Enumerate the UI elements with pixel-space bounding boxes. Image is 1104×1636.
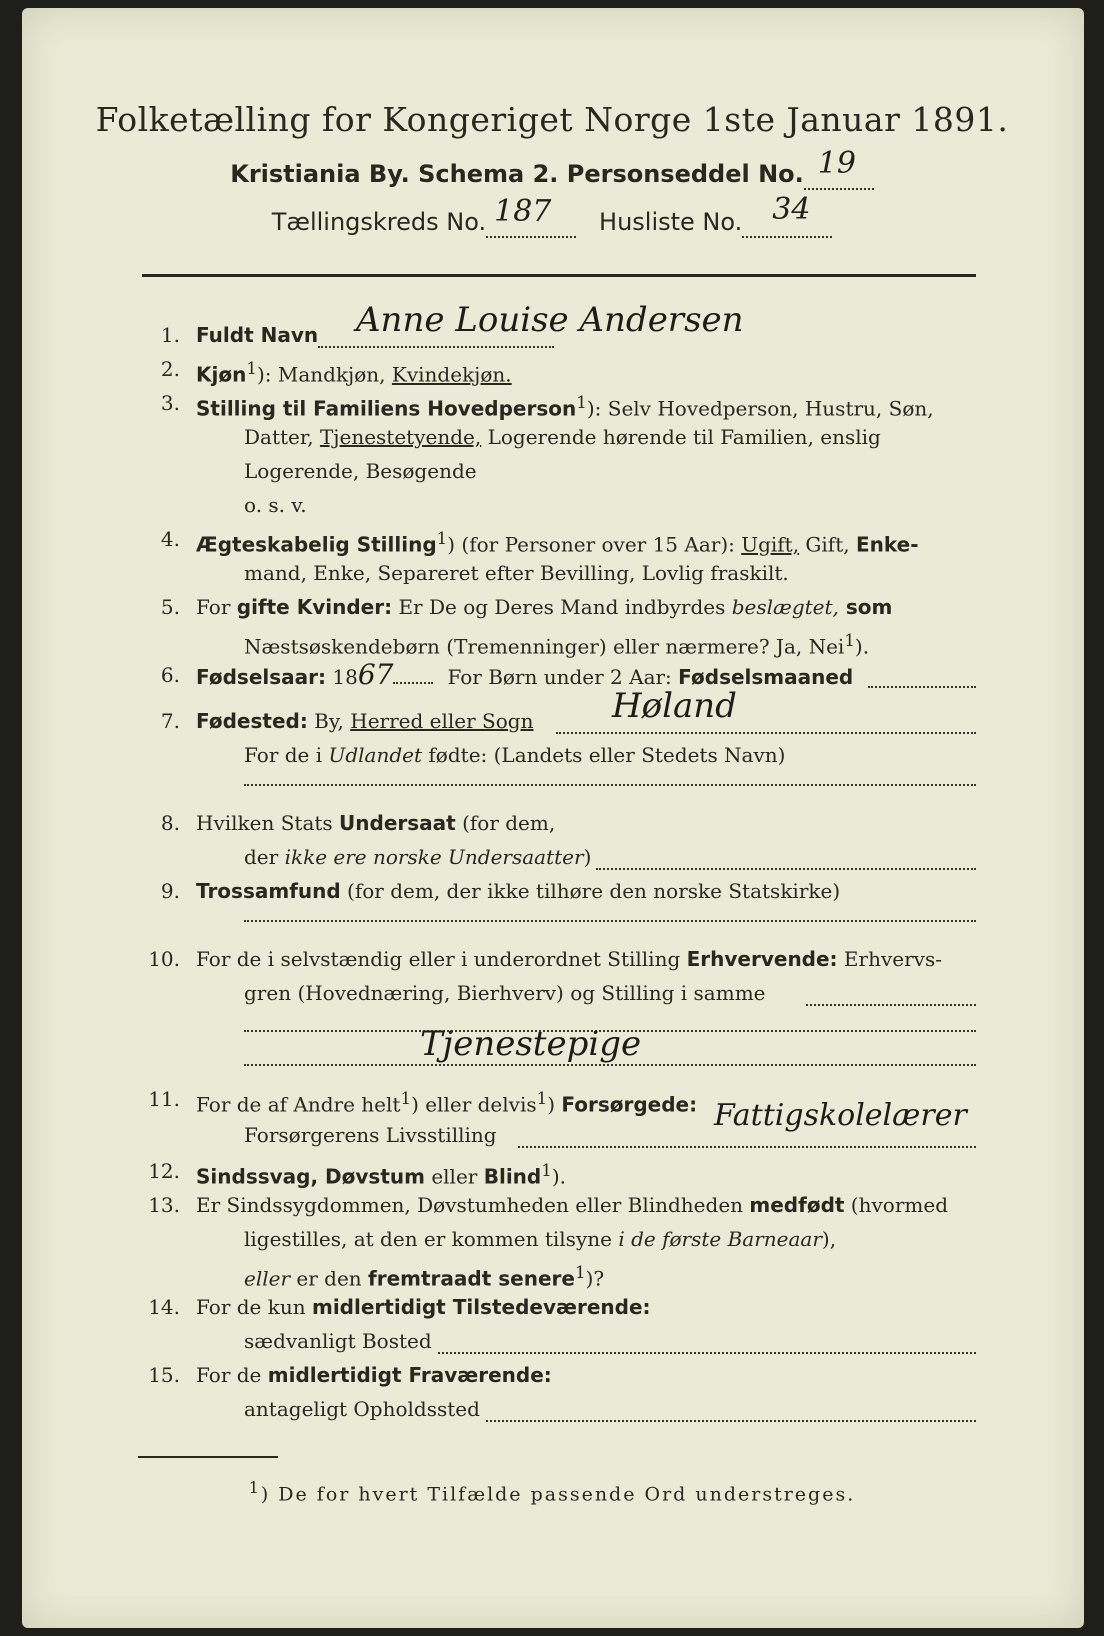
field-label: Kjøn bbox=[196, 362, 247, 387]
question-text: der bbox=[244, 845, 285, 869]
question-text: som bbox=[838, 595, 893, 619]
field-label: midlertidigt Fraværende: bbox=[267, 1363, 552, 1387]
dotted-line bbox=[244, 784, 976, 786]
field-options: Gift, bbox=[799, 532, 856, 557]
field-label: ). bbox=[551, 1164, 567, 1189]
field-number: 13. bbox=[148, 1193, 180, 1217]
field-label: Erhvervende: bbox=[686, 947, 838, 971]
question-text: sædvanligt Bosted bbox=[244, 1329, 432, 1353]
header-divider bbox=[142, 274, 976, 277]
question-text: i de første Barneaar bbox=[618, 1227, 822, 1251]
handwritten-provider-occupation: Fattigskolelærer bbox=[714, 1098, 967, 1133]
question-text: For de kun bbox=[196, 1295, 312, 1319]
taellingskreds-number: 187 bbox=[494, 194, 552, 229]
option-text: Datter, bbox=[244, 425, 320, 449]
schema-label: Kristiania By. Schema 2. Personseddel No. bbox=[230, 160, 804, 188]
husliste-number: 34 bbox=[772, 192, 811, 227]
footnote-marker: 1 bbox=[248, 1478, 261, 1497]
dotted-line bbox=[868, 686, 976, 688]
question-text: eller bbox=[244, 1266, 291, 1291]
field-number: 12. bbox=[148, 1159, 180, 1183]
field-number: 2. bbox=[160, 357, 180, 381]
footnote-ref: 1 bbox=[536, 1089, 548, 1108]
option-text: Logerende hørende til Familien, enslig bbox=[481, 425, 881, 449]
question-text: antageligt Opholdssted bbox=[244, 1397, 480, 1421]
field-number: 10. bbox=[148, 947, 180, 971]
dotted-line bbox=[486, 1420, 976, 1422]
field-label: Undersaat bbox=[339, 811, 456, 835]
question-text: Forsørgerens Livsstilling bbox=[244, 1123, 497, 1147]
handwritten-birthplace: Høland bbox=[612, 686, 737, 726]
selected-option: Herred eller Sogn bbox=[350, 709, 534, 733]
question-text: ). bbox=[854, 634, 870, 659]
question-text: ) bbox=[583, 845, 592, 869]
footnote-ref: 1 bbox=[574, 1263, 586, 1282]
question-text: Er Sindssygdommen, Døvstumheden eller Blindheden bbox=[196, 1193, 750, 1217]
option-text: mand, Enke, Separeret efter Bevilling, Lovlig fraskilt. bbox=[244, 561, 789, 585]
form-subtitle-kreds bbox=[0, 192, 1104, 238]
question-text: Udlandet bbox=[328, 743, 423, 767]
footnote-ref: 1 bbox=[246, 359, 257, 378]
dotted-line bbox=[318, 346, 554, 348]
field-number: 1. bbox=[160, 323, 180, 347]
dotted-line bbox=[556, 732, 976, 734]
question-text: For de i bbox=[244, 743, 329, 767]
field-number: 3. bbox=[160, 391, 180, 415]
husliste-label: Husliste No. bbox=[599, 208, 743, 236]
form-subtitle-schema bbox=[0, 146, 1104, 190]
dotted-line bbox=[244, 1064, 976, 1066]
dotted-line bbox=[806, 1004, 976, 1006]
field-label: gifte Kvinder: bbox=[236, 595, 393, 619]
footnote-ref: 1 bbox=[541, 1161, 552, 1180]
question-text: Erhvervs- bbox=[837, 947, 942, 971]
question-text: beslægtet, bbox=[731, 595, 839, 619]
field-label: Ægteskabelig Stilling bbox=[196, 532, 437, 557]
field-label: midlertidigt Tilstedeværende: bbox=[311, 1295, 651, 1319]
footnote-ref: 1 bbox=[436, 529, 448, 548]
footnote-ref: 1 bbox=[400, 1089, 412, 1108]
question-text: ) bbox=[547, 1092, 562, 1117]
selected-option: Kvindekjøn. bbox=[391, 362, 512, 387]
question-text: ) eller delvis bbox=[411, 1092, 537, 1117]
dotted-line bbox=[596, 868, 976, 870]
handwritten-occupation: Tjenestepige bbox=[420, 1024, 642, 1064]
field-label: Stilling til Familiens Hovedperson bbox=[196, 396, 577, 421]
question-text: gren (Hovednæring, Bierhverv) og Stilling i samme bbox=[244, 981, 766, 1005]
field-options: ): Selv Hovedperson, Hustru, Søn, bbox=[586, 396, 934, 421]
field-label: medfødt bbox=[749, 1193, 845, 1217]
field-label: For bbox=[196, 595, 237, 619]
question-text: For de af Andre helt bbox=[196, 1092, 401, 1117]
form-title: Folketælling for Kongeriget Norge 1ste Januar 1891. bbox=[95, 100, 1009, 139]
field-number: 7. bbox=[160, 709, 180, 733]
field-label: Forsørgede: bbox=[561, 1092, 698, 1117]
question-text: (for dem, der ikke tilhøre den norske Statskirke) bbox=[340, 879, 841, 903]
personseddel-number: 19 bbox=[817, 146, 856, 181]
question-text: er den bbox=[290, 1266, 369, 1291]
footnote-text: ) De for hvert Tilfælde passende Ord understreges. bbox=[260, 1483, 856, 1506]
dotted-line bbox=[244, 920, 976, 922]
selected-option: Tjenestetyende, bbox=[319, 425, 482, 449]
footnote-divider bbox=[138, 1456, 278, 1458]
dotted-line bbox=[518, 1146, 976, 1148]
field-label: fremtraadt senere bbox=[368, 1266, 575, 1291]
field-label: Hvilken Stats bbox=[196, 811, 340, 835]
field-options: By, bbox=[307, 709, 351, 733]
field-label: Trossamfund bbox=[196, 879, 341, 903]
field-number: 11. bbox=[148, 1087, 180, 1111]
field-label: Sindssvag, Døvstum bbox=[196, 1164, 425, 1189]
question-text: fødte: (Landets eller Stedets Navn) bbox=[422, 743, 786, 767]
question-text: Er De og Deres Mand indbyrdes bbox=[392, 595, 732, 619]
handwritten-name: Anne Louise Andersen bbox=[356, 300, 744, 340]
field-number: 5. bbox=[160, 595, 180, 619]
field-options: ): Mandkjøn, bbox=[256, 362, 392, 387]
year-prefix: 18 bbox=[326, 665, 358, 689]
field-label: eller bbox=[424, 1164, 484, 1189]
question-text: ikke ere norske Undersaatter bbox=[284, 845, 584, 869]
footnote-ref: 1 bbox=[844, 631, 855, 650]
field-label: For Børn under 2 Aar: bbox=[447, 665, 679, 689]
field-options: ) (for Personer over 15 Aar): bbox=[447, 532, 742, 557]
option-text: Logerende, Besøgende bbox=[244, 459, 477, 483]
option-text: o. s. v. bbox=[244, 493, 307, 517]
question-text: For de bbox=[196, 1363, 268, 1387]
selected-option: Ugift, bbox=[741, 532, 800, 557]
field-label: Fødselsaar: bbox=[196, 665, 326, 689]
question-text: For de i selvstændig eller i underordnet Stilling bbox=[196, 947, 687, 971]
question-text: ligestilles, at den er kommen tilsyne bbox=[244, 1227, 619, 1251]
field-options: Enke- bbox=[855, 532, 919, 557]
footnote bbox=[0, 1478, 1104, 1505]
handwritten-birth-year: 67 bbox=[357, 658, 394, 691]
field-label: Blind bbox=[483, 1164, 542, 1189]
field-number: 8. bbox=[160, 811, 180, 835]
field-label: Fødested: bbox=[196, 709, 308, 733]
question-text: Næstsøskendebørn (Tremenninger) eller nærmere? Ja, Nei bbox=[244, 634, 845, 659]
field-number: 14. bbox=[148, 1295, 180, 1319]
field-number: 9. bbox=[160, 879, 180, 903]
taellingskreds-label: Tællingskreds No. bbox=[271, 208, 487, 236]
field-number: 4. bbox=[160, 527, 180, 551]
field-label: Fuldt Navn bbox=[196, 323, 319, 347]
question-text: (hvormed bbox=[844, 1193, 948, 1217]
field-number: 6. bbox=[160, 663, 180, 687]
field-number: 15. bbox=[148, 1363, 180, 1387]
field-label: Fødselsmaaned bbox=[678, 665, 854, 689]
dotted-line bbox=[438, 1352, 976, 1354]
question-text: ), bbox=[821, 1227, 837, 1251]
field-label: (for dem, bbox=[455, 811, 556, 835]
footnote-ref: 1 bbox=[576, 393, 587, 412]
question-text: )? bbox=[585, 1266, 605, 1291]
